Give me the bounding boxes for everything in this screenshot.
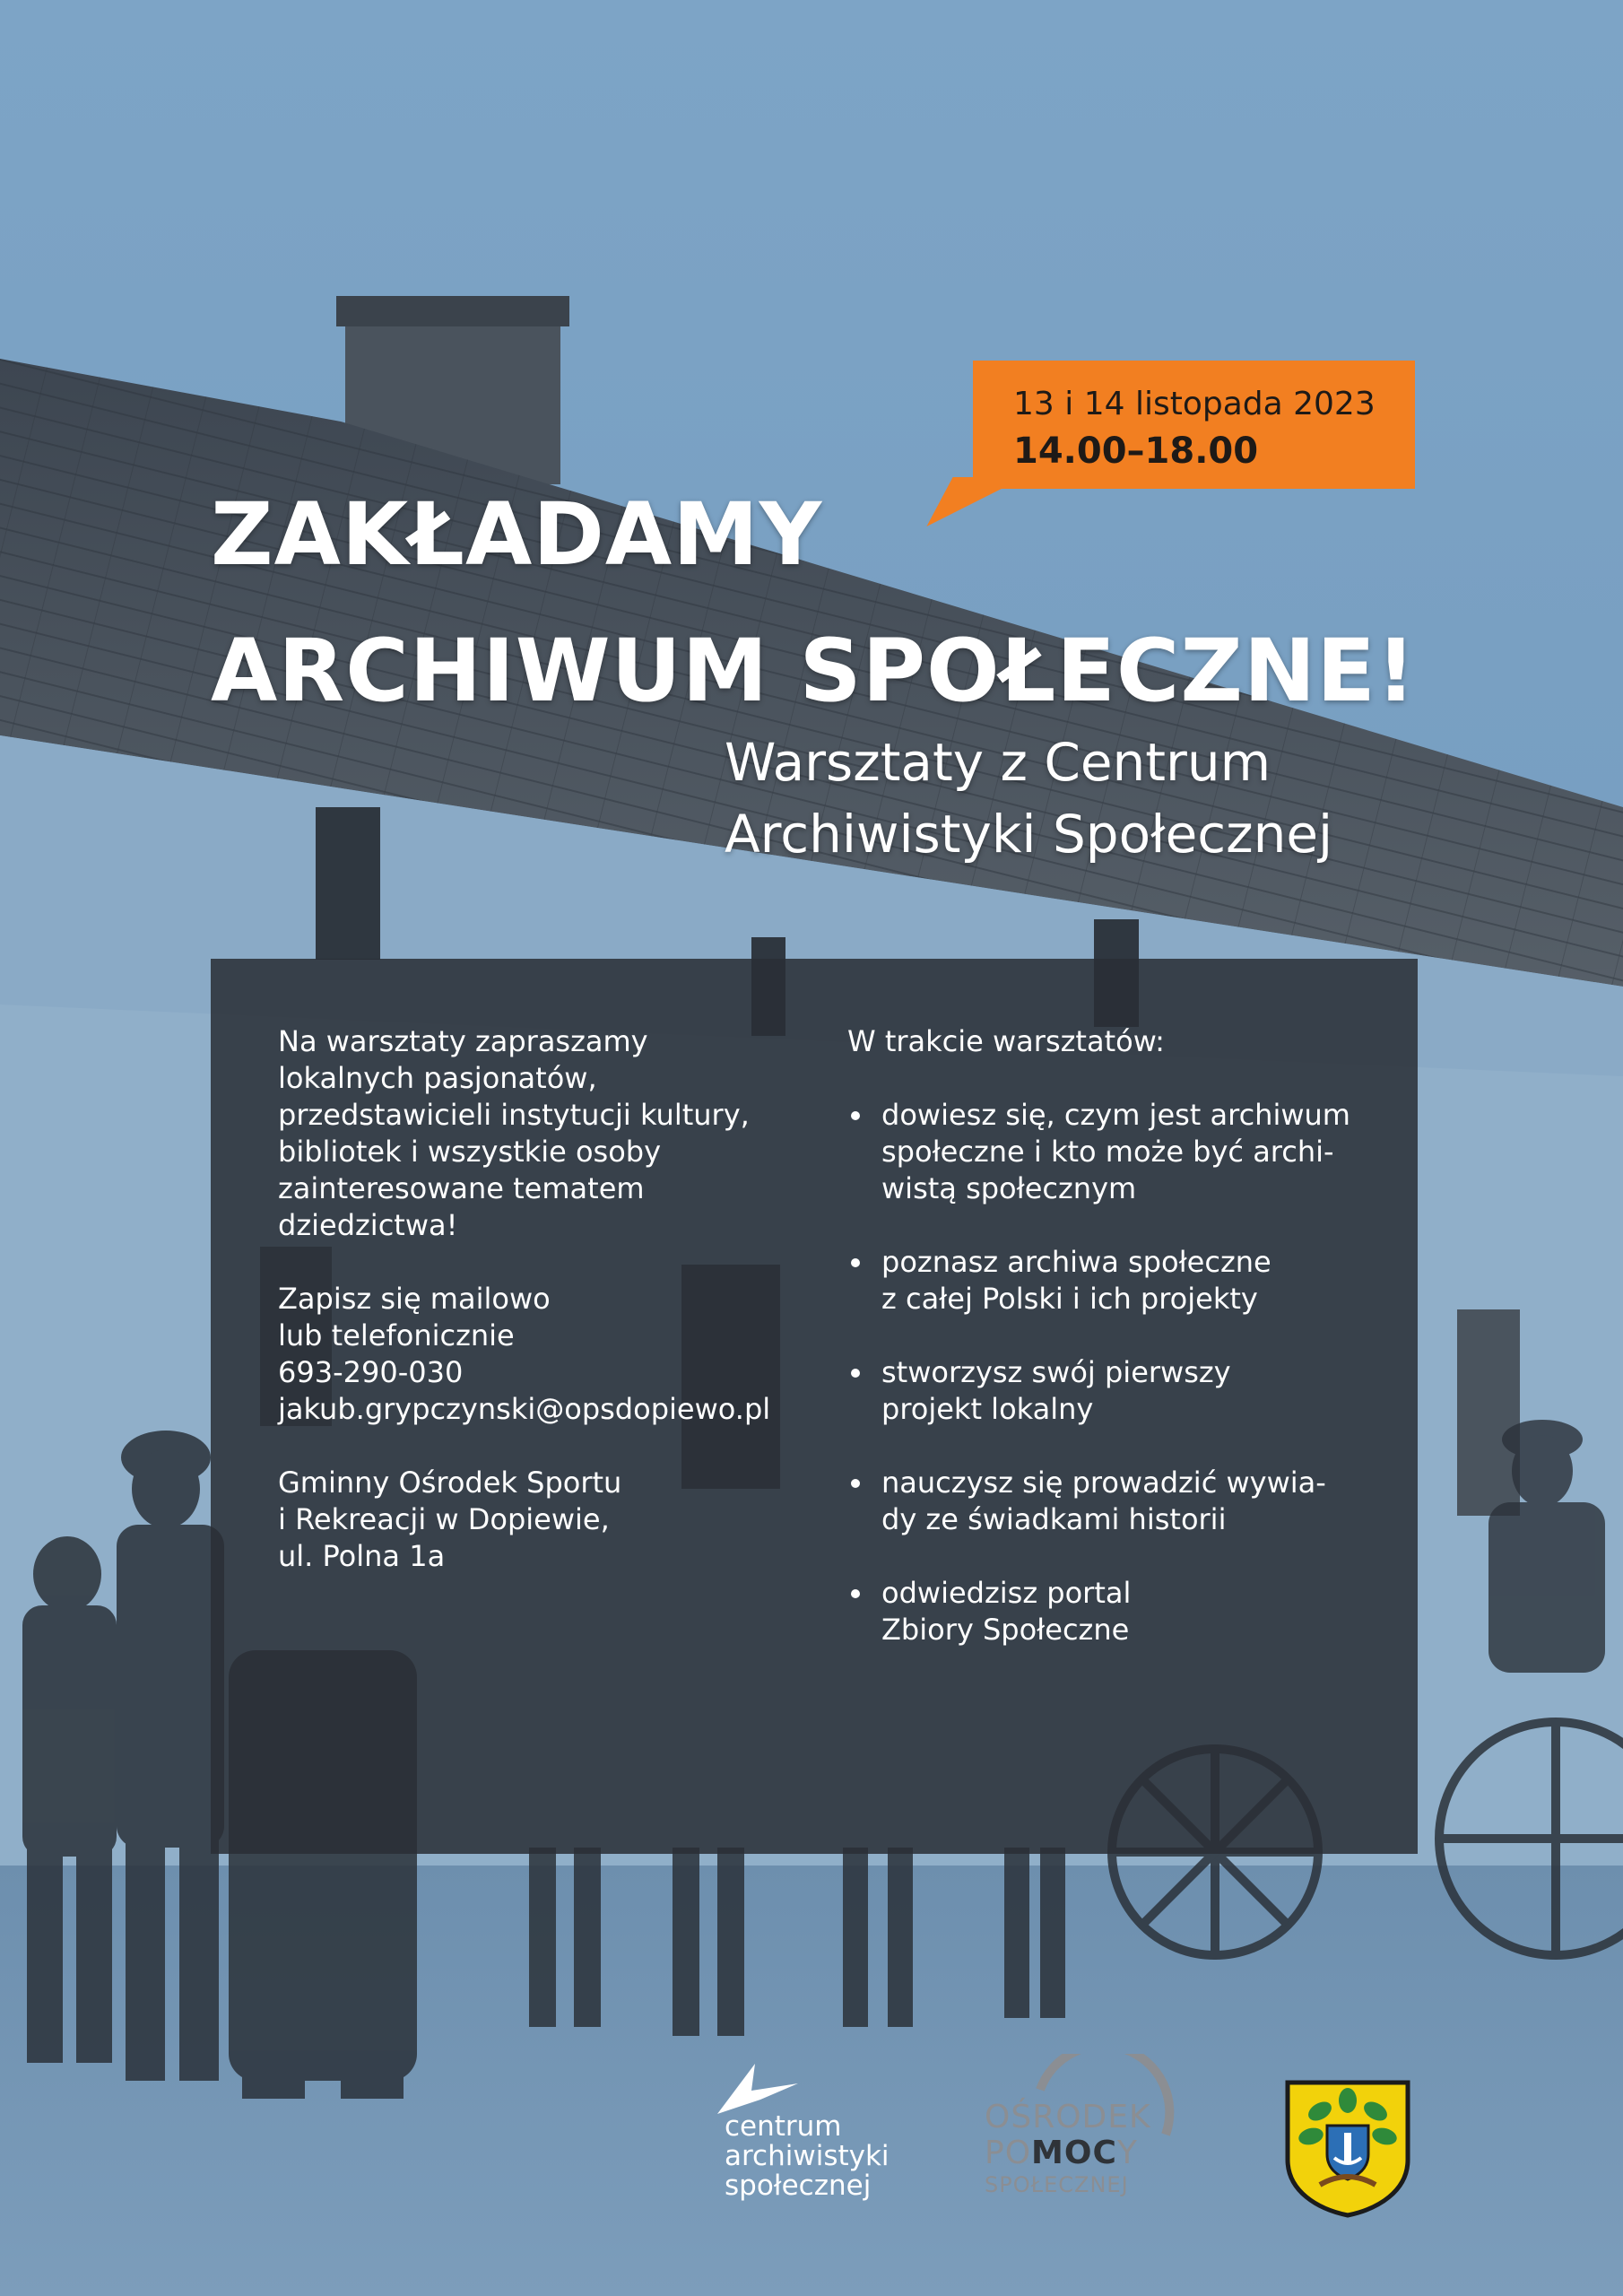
invite-line: bibliotek i wszystkie osoby bbox=[278, 1135, 662, 1169]
list-item-line: wistą społecznym bbox=[881, 1171, 1137, 1205]
cas-logo bbox=[708, 2058, 924, 2202]
invite-line: Na warsztaty zapraszamy bbox=[278, 1024, 648, 1058]
list-item bbox=[847, 1575, 1385, 1648]
list-item-line: poznasz archiwa społeczne bbox=[881, 1245, 1271, 1279]
invite-line: zainteresowane tematem bbox=[278, 1171, 645, 1205]
venue-paragraph bbox=[278, 1465, 816, 1575]
event-time: 14.00–18.00 bbox=[1013, 430, 1259, 472]
list-item-line: z całej Polski i ich projekty bbox=[881, 1282, 1258, 1316]
subtitle-line-1: Warsztaty z Centrum bbox=[725, 732, 1271, 793]
title-line-1: ZAKŁADAMY bbox=[211, 484, 823, 585]
workshop-list bbox=[847, 1097, 1385, 1648]
invite-line: dziedzictwa! bbox=[278, 1208, 458, 1242]
page-title bbox=[211, 466, 1417, 739]
subtitle-line-2: Archiwistyki Społecznej bbox=[725, 804, 1333, 865]
event-date: 13 i 14 listopada 2023 bbox=[1013, 386, 1376, 422]
ops-logo-line-1: OŚRODEK bbox=[985, 2099, 1151, 2135]
ops-logo-part: Y bbox=[1116, 2135, 1138, 2171]
list-item-line: stworzysz swój pierwszy bbox=[881, 1355, 1231, 1389]
list-item bbox=[847, 1354, 1385, 1428]
venue-line: Gminny Ośrodek Sportu bbox=[278, 1465, 622, 1500]
list-item-line: dowiesz się, czym jest archiwum bbox=[881, 1098, 1350, 1132]
cas-logo-line: centrum bbox=[725, 2110, 842, 2143]
ops-logo-line-3: SPOŁECZNEJ bbox=[985, 2172, 1129, 2197]
workshop-list-heading: W trakcie warsztatów: bbox=[847, 1024, 1165, 1058]
invite-line: przedstawicieli instytucji kultury, bbox=[278, 1098, 750, 1132]
phone-number[interactable]: 693-290-030 bbox=[278, 1355, 464, 1389]
list-item-line: projekt lokalny bbox=[881, 1392, 1094, 1426]
list-item-line: Zbiory Społeczne bbox=[881, 1613, 1130, 1647]
list-item bbox=[847, 1244, 1385, 1318]
title-line-2: ARCHIWUM SPOŁECZNE! bbox=[211, 621, 1417, 721]
list-item-line: społeczne i kto może być archi- bbox=[881, 1135, 1334, 1169]
info-panel bbox=[211, 959, 1418, 1854]
page-subtitle bbox=[725, 726, 1332, 870]
ops-logo-part: PO bbox=[985, 2135, 1032, 2171]
cas-logo-line: społecznej bbox=[725, 2170, 872, 2202]
signup-line: lub telefonicznie bbox=[278, 1318, 515, 1352]
email-link[interactable]: jakub.grypczynski@opsdopiewo.pl bbox=[278, 1392, 771, 1426]
venue-line: ul. Polna 1a bbox=[278, 1539, 446, 1573]
ops-logo bbox=[977, 2054, 1193, 2206]
signup-paragraph bbox=[278, 1281, 816, 1428]
list-item bbox=[847, 1465, 1385, 1538]
invite-line: lokalnych pasjonatów, bbox=[278, 1061, 597, 1095]
list-item-line: nauczysz się prowadzić wywia- bbox=[881, 1465, 1326, 1500]
ops-logo-part-bold: MOC bbox=[1031, 2135, 1117, 2171]
coat-of-arms-icon bbox=[1284, 2079, 1411, 2219]
list-item-line: dy ze świadkami historii bbox=[881, 1502, 1227, 1536]
invite-paragraph bbox=[278, 1023, 816, 1244]
ops-logo-line-2 bbox=[985, 2135, 1138, 2171]
venue-line: i Rekreacji w Dopiewie, bbox=[278, 1502, 610, 1536]
cas-logo-line: archiwistyki bbox=[725, 2140, 890, 2172]
info-left-column bbox=[278, 1023, 816, 1612]
signup-line: Zapisz się mailowo bbox=[278, 1282, 551, 1316]
list-item-line: odwiedzisz portal bbox=[881, 1576, 1132, 1610]
list-item bbox=[847, 1097, 1385, 1207]
info-right-column bbox=[847, 1023, 1385, 1685]
